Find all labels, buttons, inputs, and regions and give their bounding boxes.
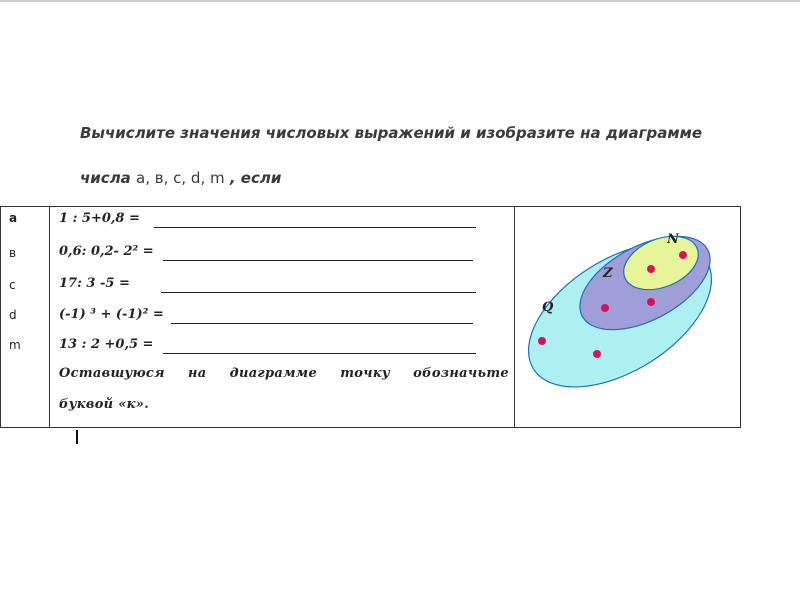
answer-line-v[interactable] xyxy=(163,260,473,261)
point-in-q[interactable] xyxy=(538,337,546,345)
instruction-line-1: Оставшуюся на диаграмме точку обозначьте xyxy=(59,366,509,381)
set-n-label: N xyxy=(667,232,679,247)
point-in-n[interactable] xyxy=(679,251,687,259)
task-title-line-1 xyxy=(80,124,760,142)
expression-m: 13 : 2 +0,5 = xyxy=(59,337,154,352)
variable-label-a: а xyxy=(9,211,18,225)
answer-line-c[interactable] xyxy=(161,292,476,293)
instruction-line-2: буквой «к». xyxy=(59,397,150,412)
expression-v: 0,6: 0,2- 2² = xyxy=(59,244,154,259)
variable-label-m: m xyxy=(9,338,21,352)
top-border xyxy=(0,0,800,2)
set-q-label: Q xyxy=(542,300,554,315)
title-suffix: , если xyxy=(229,169,282,187)
title-variables: а, в, с, d, m xyxy=(136,169,225,187)
euler-diagram xyxy=(515,207,741,427)
expression-d: (-1) ³ + (-1)² = xyxy=(59,307,164,322)
variable-label-d: d xyxy=(9,308,17,322)
expression-c: 17: 3 -5 = xyxy=(59,276,130,291)
variable-label-v: в xyxy=(9,246,17,260)
text-cursor xyxy=(76,430,78,444)
answer-line-d[interactable] xyxy=(171,323,473,324)
column-divider xyxy=(49,207,50,427)
expression-a: 1 : 5+0,8 = xyxy=(59,211,140,226)
answer-line-m[interactable] xyxy=(163,353,476,354)
point-in-z[interactable] xyxy=(647,298,655,306)
task-table xyxy=(0,206,741,428)
point-in-q[interactable] xyxy=(593,350,601,358)
task-title-line-2 xyxy=(80,169,760,187)
point-in-n[interactable] xyxy=(647,265,655,273)
point-in-z[interactable] xyxy=(601,304,609,312)
title-text-1: Вычислите значения числовых выражений и изобразите на диаграмме xyxy=(80,124,703,142)
set-z-label: Z xyxy=(603,266,613,281)
variable-label-c: с xyxy=(9,278,16,292)
answer-line-a[interactable] xyxy=(154,227,476,228)
title-prefix: числа xyxy=(80,169,131,187)
